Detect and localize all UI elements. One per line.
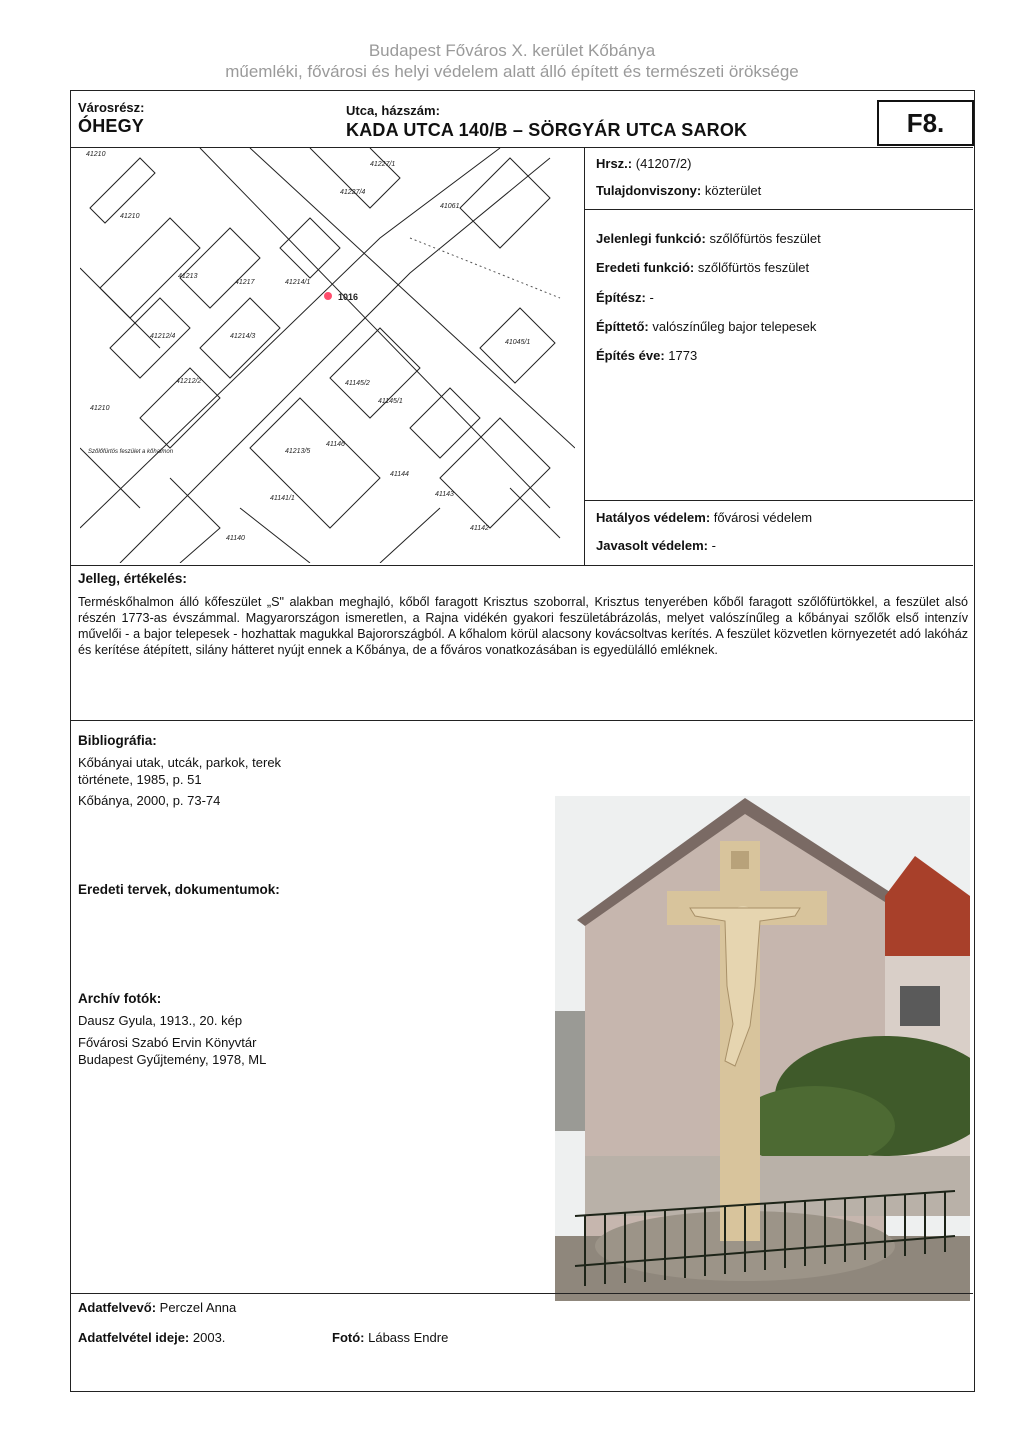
map-label: 41210 [86,151,106,158]
street-edge-4 [120,158,550,563]
ownership-label: Tulajdonviszony: [596,183,702,198]
photo-svg [555,796,970,1301]
current-function-row [596,231,821,247]
crucifix-photo [555,796,970,1301]
divider-protection [584,500,973,501]
recorder-value: Perczel Anna [159,1300,237,1315]
photo-value: Lábass Endre [368,1330,449,1345]
original-function-value: szőlőfürtös feszület [697,260,810,275]
building-block [310,148,400,208]
archive-entry-1: Dausz Gyula, 1913., 20. kép [78,1013,243,1028]
year-value: 1773 [668,348,698,363]
proposed-value: - [711,538,716,553]
bibliography-entry-1-line-1: Kőbányai utak, utcák, parkok, terek [78,755,282,770]
original-function-label: Eredeti funkció: [596,260,695,275]
map-label: 41213/5 [285,448,311,455]
ownership-value: közterület [704,183,762,198]
protection-label: Hatályos védelem: [596,510,711,525]
map-label: 41217 [235,279,255,286]
building-block [250,398,380,528]
builder-row [596,319,816,335]
sheet-code: F8. [877,100,974,146]
archive-entry-2-line-2: Budapest Gyűjtemény, 1978, ML [78,1052,267,1067]
photo-label: Fotó: [332,1330,365,1345]
map-label: 41227/1 [370,161,396,168]
bibliography-entry-2: Kőbánya, 2000, p. 73-74 [78,793,221,808]
dotted-line [410,238,560,298]
map-label: 41212/2 [176,378,202,385]
divider-map-bottom [70,565,973,566]
architect-value: - [649,290,654,305]
map-label: 41214/3 [230,333,256,340]
architect-label: Építész: [596,290,646,305]
window [900,986,940,1026]
hrsz-value: (41207/2) [635,156,692,171]
current-function-label: Jelenlegi funkció: [596,231,706,246]
map-label: 41227/4 [340,189,366,196]
ownership-row [596,183,761,199]
building-block [410,388,480,458]
map-label: 41140 [226,535,245,542]
map-label: 41145/1 [378,398,403,405]
inri-plaque [731,851,749,869]
building-block [460,158,550,248]
character-text: Terméskőhalmon álló kőfeszület „S" alakban meghajló, kőből faragott Krisztus szoborral, Krisztus tenyerében kőből faragott szőlőfürtökkel, a feszület alsó részén 1773-as évszámmal. Magyarországon ismeretlen, a Rajna vidékén gyakori feszületábrázolás, melyet valószínűleg a kőbányai szőlők első intenzív művelői - a bajor telepesek - hozhattak magukkal Bajorországból. A kőhalom körül alacsony kovácsoltvas kerítés. A feszület közvetlen környezetét adó lakóház és kerítése átépített, silány hátteret nyújt ennek a Kőbánya, de a főváros vonatkozásában is egyedülálló emléknek. [78,595,968,657]
map-label: 41210 [120,213,140,220]
date-label: Adatfelvétel ideje: [78,1330,190,1345]
archive-heading: Archív fotók: [78,991,162,1006]
cross-location-marker [324,292,332,300]
district-label: Városrész: [78,100,145,115]
map-label: 41144 [390,471,409,478]
builder-value: valószínűleg bajor telepesek [652,319,817,334]
bibliography-entry-1-line-2: története, 1985, p. 51 [78,772,202,787]
archive-entry-2-line-1: Fővárosi Szabó Ervin Könyvtár [78,1035,257,1050]
original-plans-heading: Eredeti tervek, dokumentumok: [78,882,280,897]
map-label: 41214/1 [285,279,311,286]
header-line-1: Budapest Főváros X. kerület Kőbánya [368,41,656,60]
architect-row [596,290,654,306]
photo-credit-row [332,1330,448,1346]
builder-label: Építtető: [596,319,649,334]
recorder-label: Adatfelvevő: [78,1300,157,1315]
street-value: KADA UTCA 140/B – SÖRGYÁR UTCA SAROK [346,120,748,140]
divider-footer [70,1293,973,1294]
fence-wall [585,1156,970,1216]
street-edge-1 [250,148,575,448]
map-label: 41143 [435,491,454,498]
map-label: 41061 [440,203,460,210]
proposed-row [596,538,716,554]
map-label: 41146 [326,441,345,448]
street-edge-2 [200,148,550,508]
hrsz-row [596,156,691,172]
plot-lines [80,268,440,563]
bibliography-heading: Bibliográfia: [78,733,157,748]
recorder-row [78,1300,236,1316]
map-label: 41142 [470,525,489,532]
year-row [596,348,697,364]
map-label: 41145/2 [345,380,370,387]
map-label-parcel: 1016 [338,292,359,302]
proposed-label: Javasolt védelem: [596,538,709,553]
protection-row [596,510,812,526]
plot-lines [170,478,220,563]
street-label: Utca, házszám: [346,103,440,118]
header-line-2: műemléki, fővárosi és helyi védelem alatt álló épített és természeti öröksége [225,62,799,81]
map-label: 41045/1 [505,339,531,346]
map-label: 41212/4 [150,333,176,340]
plot-lines [510,488,560,538]
current-function-value: szőlőfürtös feszület [709,231,821,246]
date-row [78,1330,225,1346]
divider-ownership [584,209,973,210]
building-block [280,218,340,278]
map-label: 41210 [90,405,110,412]
map-label: 41141/1 [270,495,295,502]
original-function-row [596,260,809,276]
cadastral-map [80,148,575,563]
character-heading: Jelleg, értékelés: [78,571,187,586]
map-svg [80,148,575,563]
map-label: 41213 [178,273,198,280]
district-value: ÓHEGY [78,116,145,136]
divider-character [70,720,973,721]
protection-value: fővárosi védelem [713,510,813,525]
building-block [330,328,420,418]
year-label: Építés éve: [596,348,665,363]
map-note: Szőlőfürtös feszület a kőhalmon [88,449,174,455]
date-value: 2003. [192,1330,226,1345]
hrsz-label: Hrsz.: [596,156,633,171]
street-background [555,1011,585,1131]
street-edge-3 [80,148,500,528]
